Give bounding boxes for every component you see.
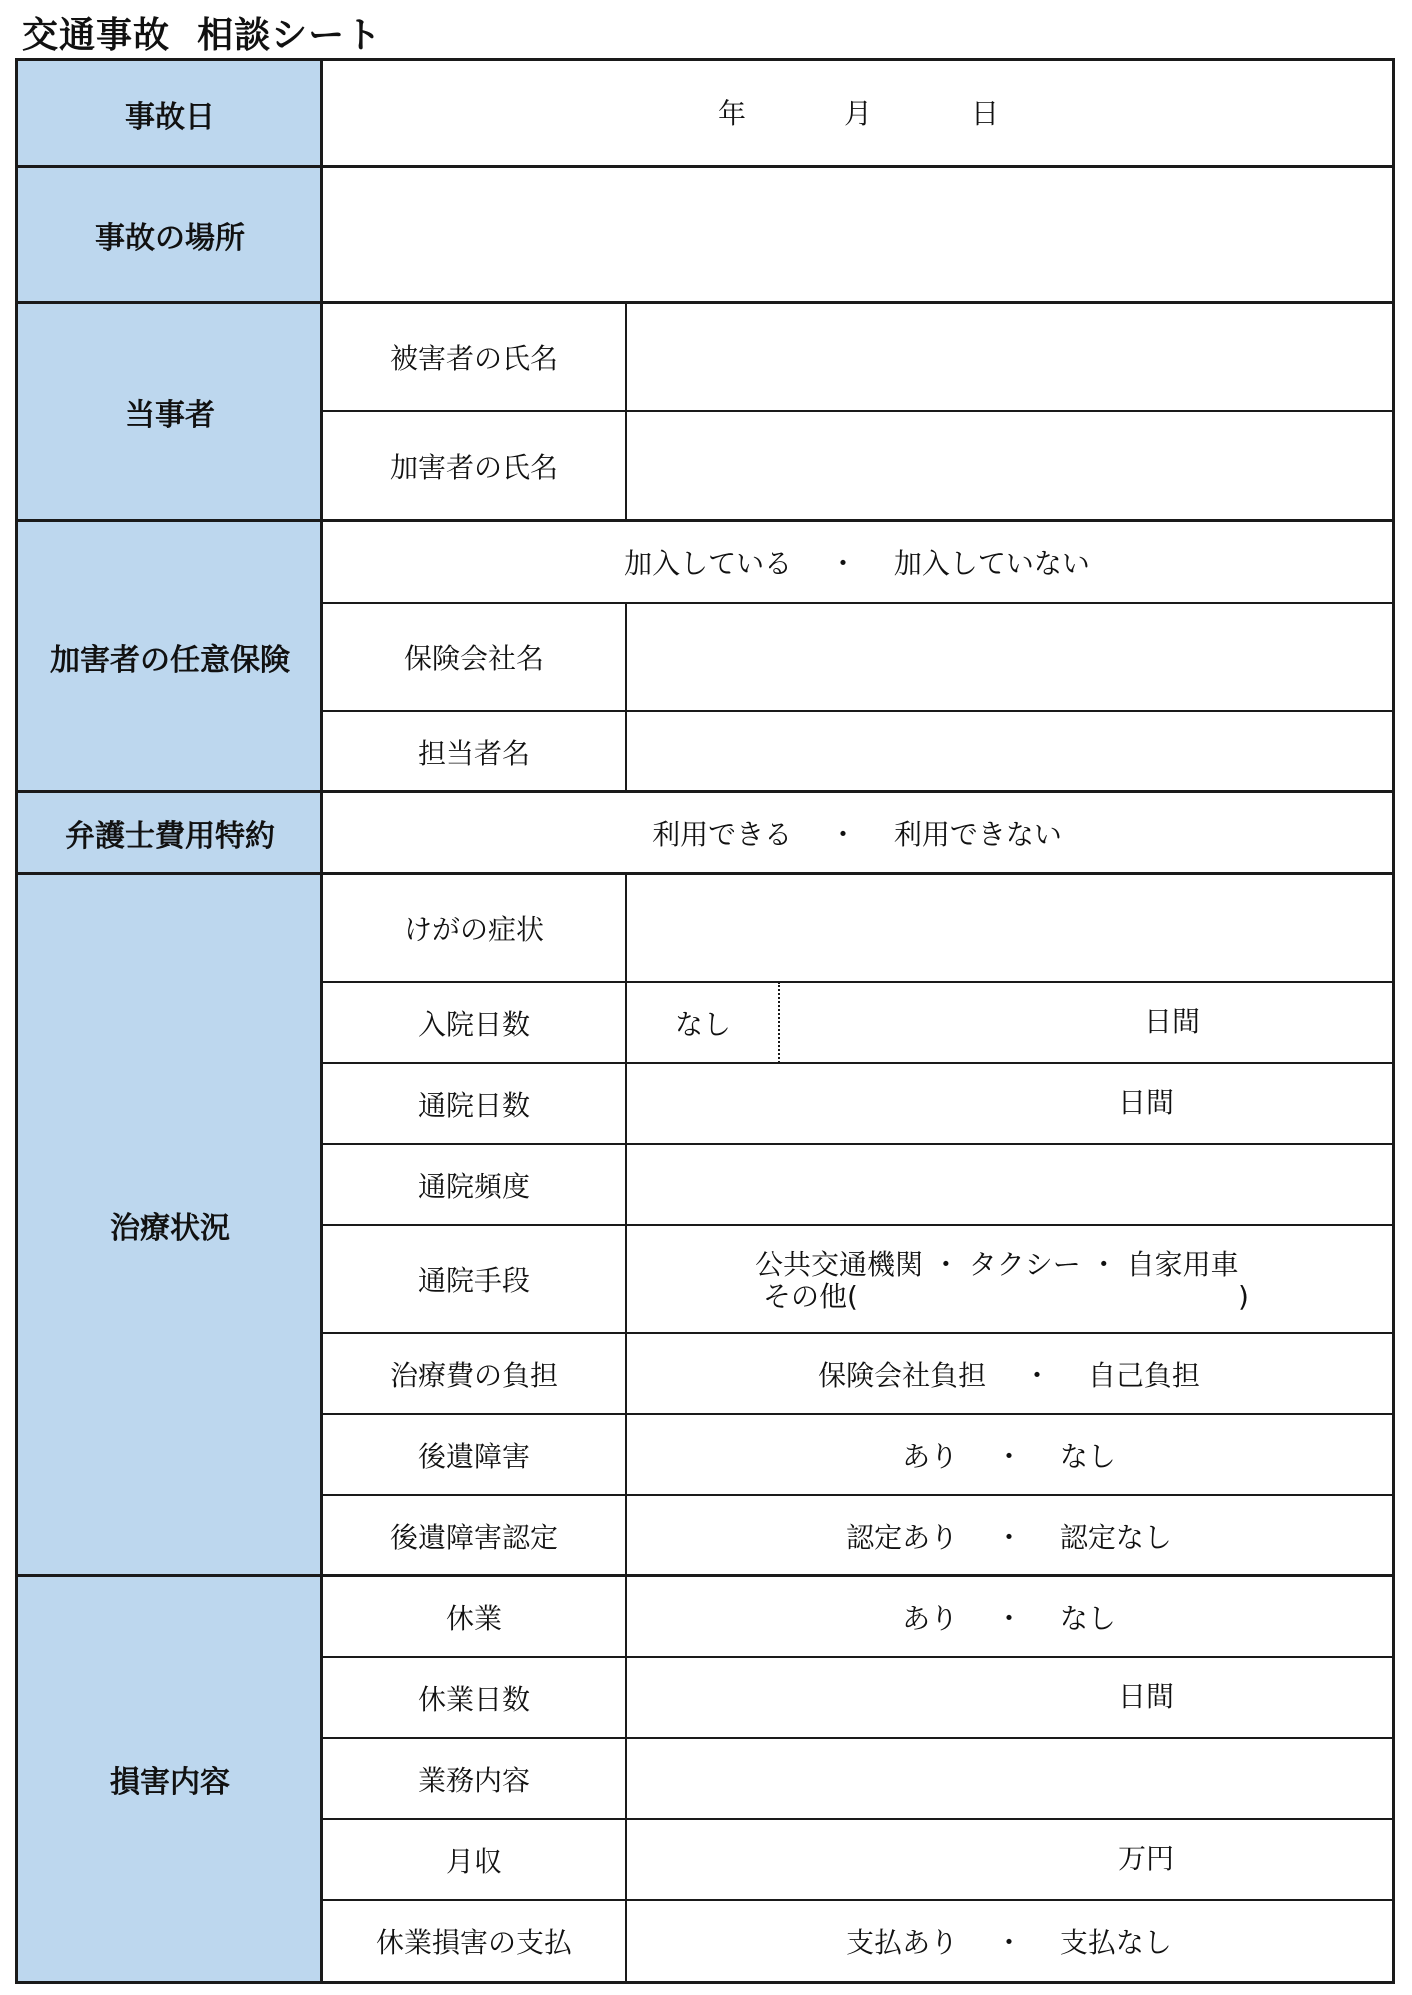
visit-days-unit: 日間 <box>1118 1086 1175 1119</box>
visit-frequency-field[interactable] <box>626 1144 1392 1225</box>
divider <box>625 874 627 1981</box>
row-divider <box>18 519 1392 522</box>
work-label: 業務内容 <box>417 1763 530 1797</box>
label-accident-place: 事故の場所 <box>18 167 322 303</box>
row-divider <box>322 1062 1392 1064</box>
date-month-label: 月 <box>844 97 873 130</box>
work-field[interactable] <box>626 1738 1392 1819</box>
label-parties: 当事者 <box>18 303 322 521</box>
row-divider <box>322 1737 1392 1739</box>
transport-label: 通院手段 <box>417 1264 530 1297</box>
sequelae-cert-label: 後遺障害認定 <box>389 1520 558 1554</box>
header-divider <box>320 61 323 1981</box>
row-divider <box>322 1656 1392 1658</box>
divider <box>625 303 627 521</box>
row-divider <box>322 710 1392 712</box>
leave-label: 休業 <box>445 1601 502 1635</box>
victim-name-field[interactable] <box>626 303 1392 411</box>
payment-options[interactable]: 支払あり ・ 支払なし <box>846 1925 1172 1959</box>
hospital-none-option[interactable]: なし <box>674 1007 731 1041</box>
cost-burden-label: 治療費の負担 <box>389 1358 558 1392</box>
insurance-company-label: 保険会社名 <box>403 642 544 675</box>
label-accident-date: 事故日 <box>18 61 322 167</box>
insurance-options[interactable]: 加入している ・ 加入していない <box>624 547 1090 580</box>
insurance-person-label: 担当者名 <box>417 736 530 770</box>
sequelae-label: 後遺障害 <box>417 1439 530 1473</box>
row-divider <box>322 1332 1392 1334</box>
row-divider <box>322 1143 1392 1145</box>
row-divider <box>18 301 1392 304</box>
transport-other[interactable]: その他( <box>763 1280 858 1313</box>
insurance-person-field[interactable] <box>626 711 1392 792</box>
lawyer-options[interactable]: 利用できる ・ 利用できない <box>652 818 1062 851</box>
row-divider <box>322 1818 1392 1820</box>
cost-burden-options[interactable]: 保険会社負担 ・ 自己負担 <box>818 1358 1200 1392</box>
label-treatment: 治療状況 <box>18 874 322 1576</box>
row-divider <box>322 602 1392 604</box>
leave-days-label: 休業日数 <box>417 1682 530 1716</box>
row-divider <box>18 1574 1392 1577</box>
row-divider <box>322 1899 1392 1901</box>
perpetrator-name-field[interactable] <box>626 411 1392 521</box>
transport-other-close: ) <box>1238 1280 1249 1313</box>
row-divider <box>322 410 1392 412</box>
hospital-days-unit: 日間 <box>1144 1005 1201 1038</box>
transport-options[interactable]: 公共交通機関 ・ タクシー ・ 自家用車 <box>755 1248 1239 1281</box>
page-title: 交通事故 相談シート <box>22 15 383 56</box>
row-divider <box>322 1224 1392 1226</box>
row-divider <box>322 1494 1392 1496</box>
income-label: 月収 <box>445 1844 502 1878</box>
leave-days-unit: 日間 <box>1118 1680 1175 1713</box>
income-unit: 万円 <box>1118 1842 1175 1875</box>
label-insurance: 加害者の任意保険 <box>18 521 322 792</box>
label-damage: 損害内容 <box>18 1576 322 1981</box>
sequelae-options[interactable]: あり ・ なし <box>902 1439 1116 1473</box>
row-divider <box>18 790 1392 793</box>
place-field[interactable] <box>322 167 1392 303</box>
leave-options[interactable]: あり ・ なし <box>902 1601 1116 1635</box>
dotted-divider <box>778 982 780 1063</box>
victim-name-label: 被害者の氏名 <box>389 342 558 375</box>
date-day-label: 日 <box>971 97 1000 130</box>
symptoms-field[interactable] <box>626 874 1392 982</box>
visit-frequency-label: 通院頻度 <box>417 1169 530 1203</box>
sequelae-cert-options[interactable]: 認定あり ・ 認定なし <box>846 1520 1172 1554</box>
label-lawyer-rider: 弁護士費用特約 <box>18 792 322 874</box>
row-divider <box>18 165 1392 168</box>
consultation-form <box>15 58 1395 1984</box>
visit-days-label: 通院日数 <box>417 1088 530 1122</box>
payment-label: 休業損害の支払 <box>375 1925 572 1959</box>
row-divider <box>322 1413 1392 1415</box>
date-year-label: 年 <box>718 97 747 130</box>
symptoms-label: けがの症状 <box>403 913 544 946</box>
perpetrator-name-label: 加害者の氏名 <box>389 451 558 484</box>
row-divider <box>322 981 1392 983</box>
insurance-company-field[interactable] <box>626 603 1392 711</box>
divider <box>625 603 627 792</box>
row-divider <box>18 872 1392 875</box>
hospital-days-label: 入院日数 <box>417 1007 530 1041</box>
